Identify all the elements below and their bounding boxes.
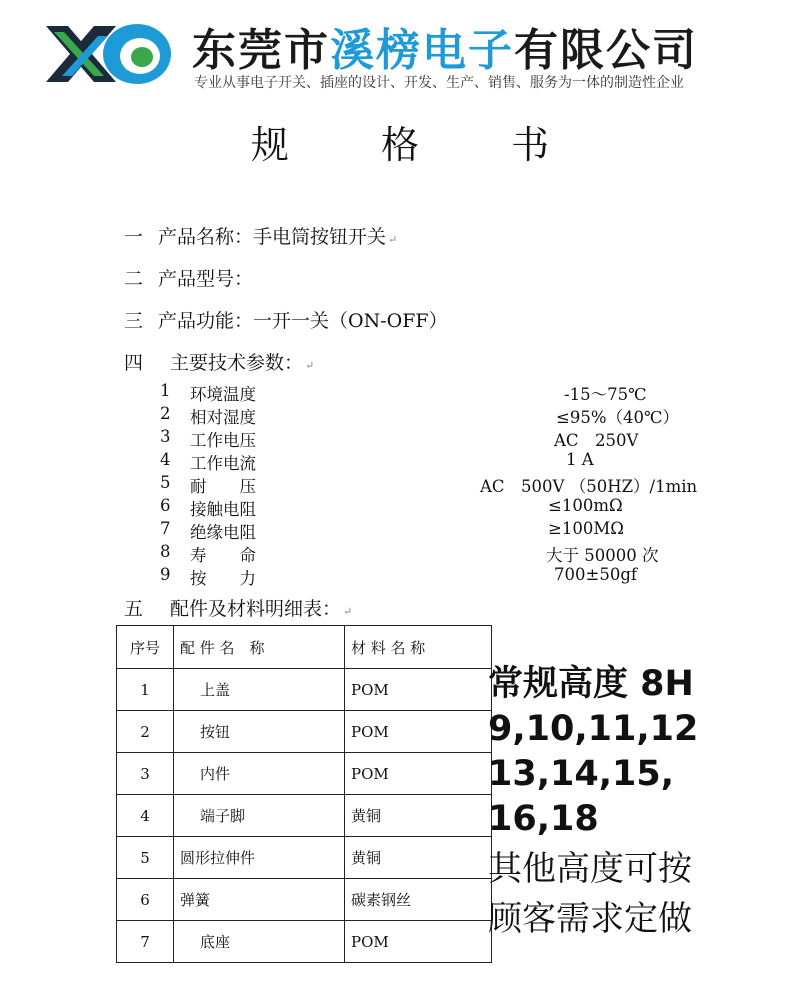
table-row: [117, 669, 492, 711]
table-row: [117, 879, 492, 921]
note-line: 9,10,11,12: [488, 709, 699, 749]
table-cell: POM: [345, 669, 492, 711]
note-line: 13,14,15,: [488, 754, 675, 794]
param-row: 4 工作电流 1 A: [160, 450, 594, 473]
table-cell: POM: [345, 753, 492, 795]
table-cell: 黄铜: [345, 795, 492, 837]
table-cell: 黄铜: [345, 837, 492, 879]
param-row: 8 寿 命 大于 50000 次: [160, 542, 659, 565]
table-row: [117, 753, 492, 795]
table-cell: 5: [117, 837, 174, 879]
company-slogan: 专业从事电子开关、插座的设计、开发、生产、销售、服务为一体的制造性企业: [194, 75, 684, 91]
table-cell: 6: [117, 879, 174, 921]
note-line: 顾客需求定做: [488, 899, 692, 939]
table-cell: POM: [345, 711, 492, 753]
table-row: [117, 711, 492, 753]
document-title: 规 格 书: [250, 123, 590, 167]
table-cell: 底座: [174, 921, 345, 963]
section-parts-materials: 五 配件及材料明细表： ↵: [124, 598, 353, 620]
section-product-model: 二 产品型号：: [124, 268, 254, 290]
company-name: 东莞市溪榜电子有限公司: [192, 25, 698, 76]
table-cell: 弹簧: [174, 879, 345, 921]
param-row: 7 绝缘电阻 ≥100MΩ: [160, 519, 624, 542]
table-cell: 1: [117, 669, 174, 711]
section-product-name: 一 产品名称：手电筒按钮开关 ↵: [124, 226, 398, 248]
parts-table: [116, 625, 492, 963]
table-cell: 3: [117, 753, 174, 795]
height-note: [488, 662, 788, 942]
param-row: 3 工作电压 AC 250V: [160, 427, 639, 450]
section-tech-params: 四 主要技术参数： ↵: [124, 352, 315, 374]
table-row: [117, 837, 492, 879]
table-header-row: [117, 626, 492, 669]
note-line: 常规高度 8H: [488, 664, 694, 704]
table-cell: 4: [117, 795, 174, 837]
section-product-function: 三 产品功能：一开一关（ON-OFF）: [124, 310, 448, 332]
table-row: [117, 921, 492, 963]
table-cell: 端子脚: [174, 795, 345, 837]
table-cell: 2: [117, 711, 174, 753]
note-line: 其他高度可按: [488, 849, 692, 889]
table-cell: 碳素钢丝: [345, 879, 492, 921]
table-cell: POM: [345, 921, 492, 963]
table-cell: 上盖: [174, 669, 345, 711]
param-row: 1 环境温度 -15～75℃: [160, 381, 647, 404]
param-row: 2 相对湿度 ≤95%（40℃）: [160, 404, 679, 427]
table-cell: 内件: [174, 753, 345, 795]
table-row: [117, 795, 492, 837]
header-cell: 配 件 名 称: [174, 626, 345, 669]
note-line: 16,18: [488, 799, 599, 839]
header-cell: 序号: [117, 626, 174, 669]
company-logo: [42, 18, 182, 90]
header-cell: 材 料 名 称: [345, 626, 492, 669]
table-cell: 按钮: [174, 711, 345, 753]
param-row: 9 按 力 700±50gf: [160, 565, 637, 588]
table-cell: 7: [117, 921, 174, 963]
param-row: 6 接触电阻 ≤100mΩ: [160, 496, 623, 519]
param-row: 5 耐 压 AC 500V （50HZ）/1min: [160, 473, 698, 496]
table-cell: 圆形拉伸件: [174, 837, 345, 879]
